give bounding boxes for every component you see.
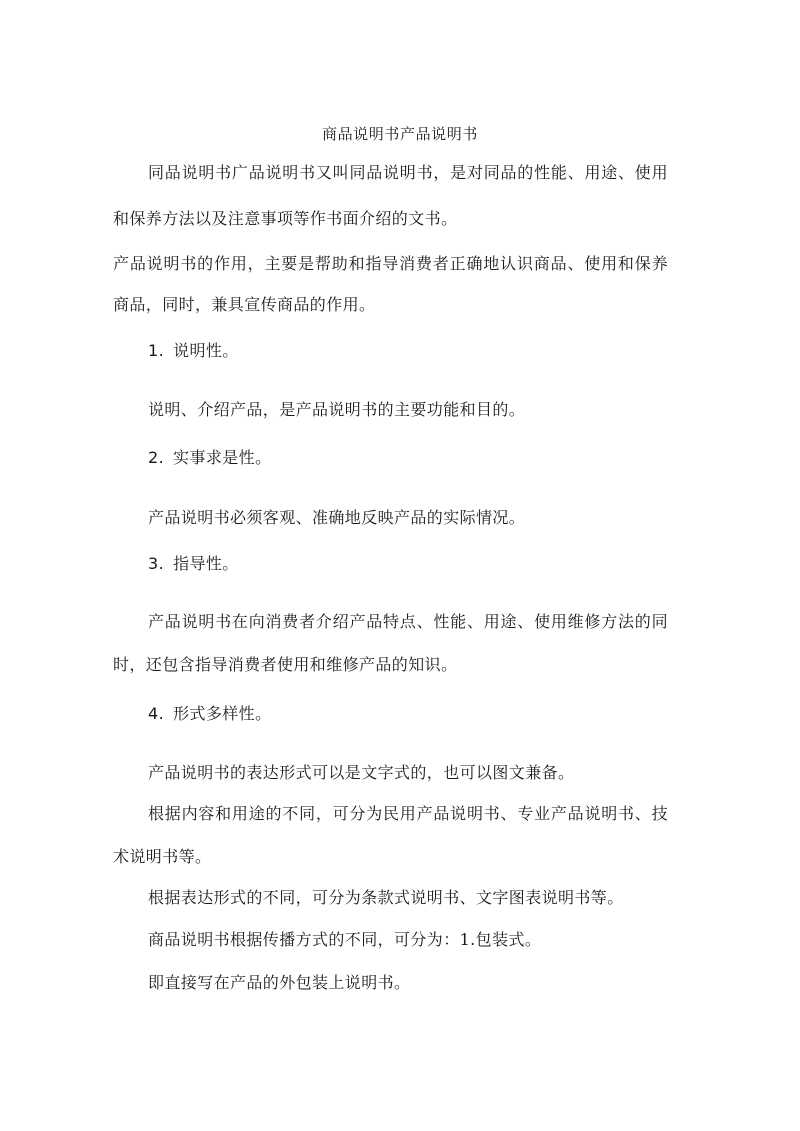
list-item-body: 产品说明书必须客观、准确地反映产品的实际情况。 xyxy=(148,508,526,527)
paragraph-line: 和保养方法以及注意事项等作书面介绍的文书。 xyxy=(113,209,458,228)
list-item-title: 指导性。 xyxy=(173,554,239,573)
list-item-number: 1. xyxy=(148,341,165,360)
paragraph-line: 产品说明书的作用，主要是帮助和指导消费者正确地认识商品、使用和保养 xyxy=(113,254,668,273)
list-item-body: 说明、介绍产品，是产品说明书的主要功能和目的。 xyxy=(148,400,526,419)
paragraph-line: 同品说明书广品说明书又叫同品说明书，是对同品的性能、用途、使用 xyxy=(148,163,668,182)
list-item-number: 3. xyxy=(148,554,165,573)
paragraph-line: 商品说明书根据传播方式的不同，可分为：1.包装式。 xyxy=(148,930,542,949)
list-item-body: 时，还包含指导消费者使用和维修产品的知识。 xyxy=(113,655,458,674)
list-item-body: 产品说明书在向消费者介绍产品特点、性能、用途、使用维修方法的同 xyxy=(148,612,668,631)
document-title: 商品说明书产品说明书 xyxy=(321,125,478,143)
list-item-number: 4. xyxy=(148,704,165,723)
paragraph-line: 即直接写在产品的外包装上说明书。 xyxy=(148,973,411,992)
list-item-title: 说明性。 xyxy=(173,341,239,360)
list-item-heading xyxy=(148,340,239,362)
list-item-title: 实事求是性。 xyxy=(173,448,272,467)
list-item-number: 2. xyxy=(148,448,165,467)
paragraph-line: 商品，同时，兼具宣传商品的作用。 xyxy=(113,295,376,314)
list-item-heading xyxy=(148,703,271,725)
paragraph-line: 根据表达形式的不同，可分为条款式说明书、文字图表说明书等。 xyxy=(148,888,624,907)
list-item-heading xyxy=(148,553,239,575)
list-item-body: 产品说明书的表达形式可以是文字式的，也可以图文兼备。 xyxy=(148,763,575,782)
paragraph-line: 术说明书等。 xyxy=(113,847,212,866)
paragraph-line: 根据内容和用途的不同，可分为民用产品说明书、专业产品说明书、技 xyxy=(148,804,668,823)
list-item-title: 形式多样性。 xyxy=(173,704,272,723)
list-item-heading xyxy=(148,447,271,469)
